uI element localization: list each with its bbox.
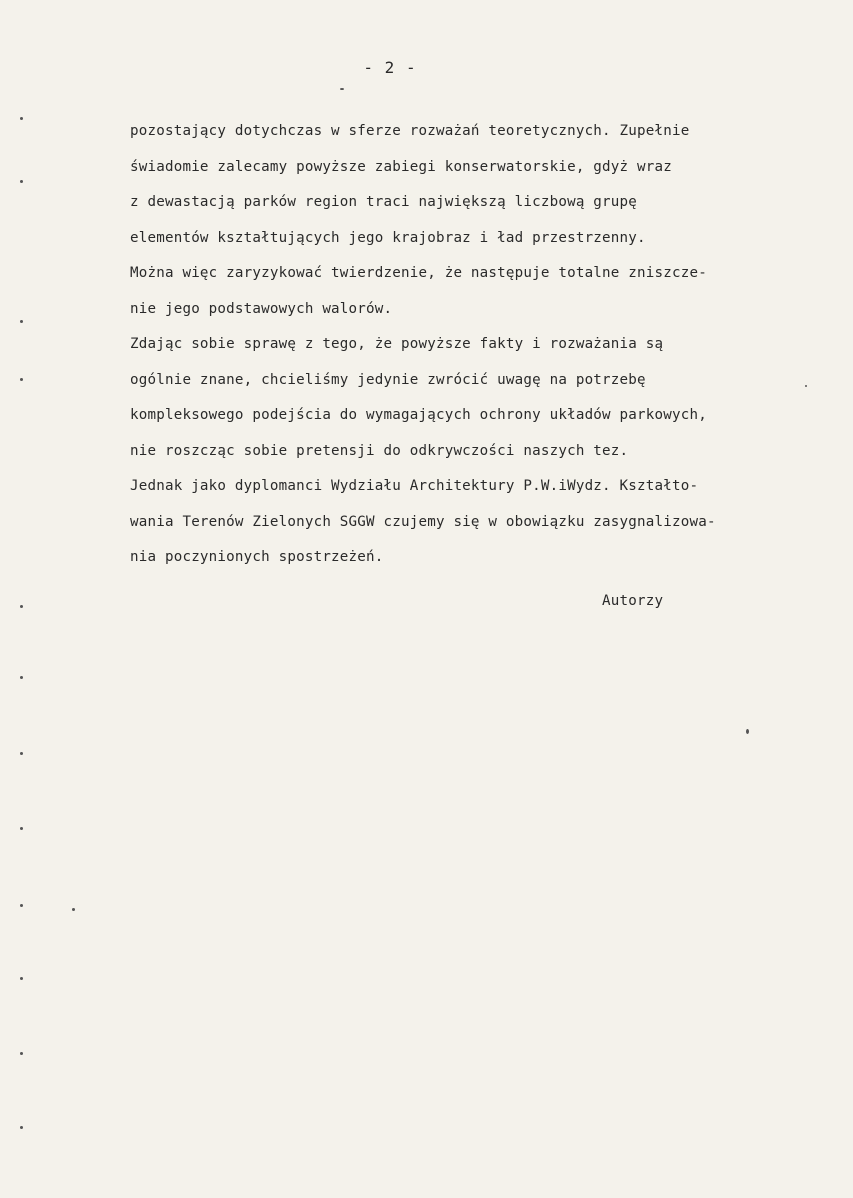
scan-speck xyxy=(340,88,344,90)
text-line: Można więc zaryzykować twierdzenie, że następuje totalne zniszcze- xyxy=(130,265,707,281)
scan-speck xyxy=(20,605,23,608)
text-line: Jednak jako dyplomanci Wydziału Architektury P.W.iWydz. Kształto- xyxy=(130,478,699,494)
text-line: wania Terenów Zielonych SGGW czujemy się w obowiązku zasygnalizowa- xyxy=(130,513,716,530)
text-line: Zdając sobie sprawę z tego, że powyższe fakty i rozważania są xyxy=(130,336,664,352)
scan-speck xyxy=(20,117,23,120)
text-line: elementów kształtujących jego krajobraz i ład przestrzenny. xyxy=(130,229,646,246)
text-line: z dewastacją parków region traci największą liczbową grupę xyxy=(130,194,638,210)
scan-speck xyxy=(20,320,23,323)
scan-speck xyxy=(20,1126,23,1129)
scan-speck xyxy=(20,1052,23,1055)
scan-speck xyxy=(20,827,23,830)
text-line: kompleksowego podejścia do wymagających ochrony układów parkowych, xyxy=(130,407,707,423)
page-number: - 2 - xyxy=(363,58,417,77)
scan-speck xyxy=(20,904,23,907)
text-line: ogólnie znane, chcieliśmy jedynie zwrócić uwagę na potrzebę xyxy=(130,371,646,388)
scan-speck xyxy=(20,676,23,679)
text-line: świadomie zalecamy powyższe zabiegi konserwatorskie, gdyż wraz xyxy=(130,158,672,175)
text-line: nia poczynionych spostrzeżeń. xyxy=(130,549,384,565)
text-line: nie roszcząc sobie pretensji do odkrywczości naszych tez. xyxy=(130,442,629,459)
text-line: pozostający dotychczas w sferze rozważań teoretycznych. Zupełnie xyxy=(130,123,690,139)
scan-speck xyxy=(72,908,75,911)
scan-speck xyxy=(20,378,23,381)
scan-speck xyxy=(805,385,807,387)
scan-speck xyxy=(20,752,23,755)
body-text xyxy=(130,114,830,576)
scan-speck xyxy=(20,180,23,183)
signature: Autorzy xyxy=(602,593,664,609)
scan-speck xyxy=(746,729,749,734)
scan-speck xyxy=(20,977,23,980)
text-line: nie jego podstawowych walorów. xyxy=(130,300,393,317)
